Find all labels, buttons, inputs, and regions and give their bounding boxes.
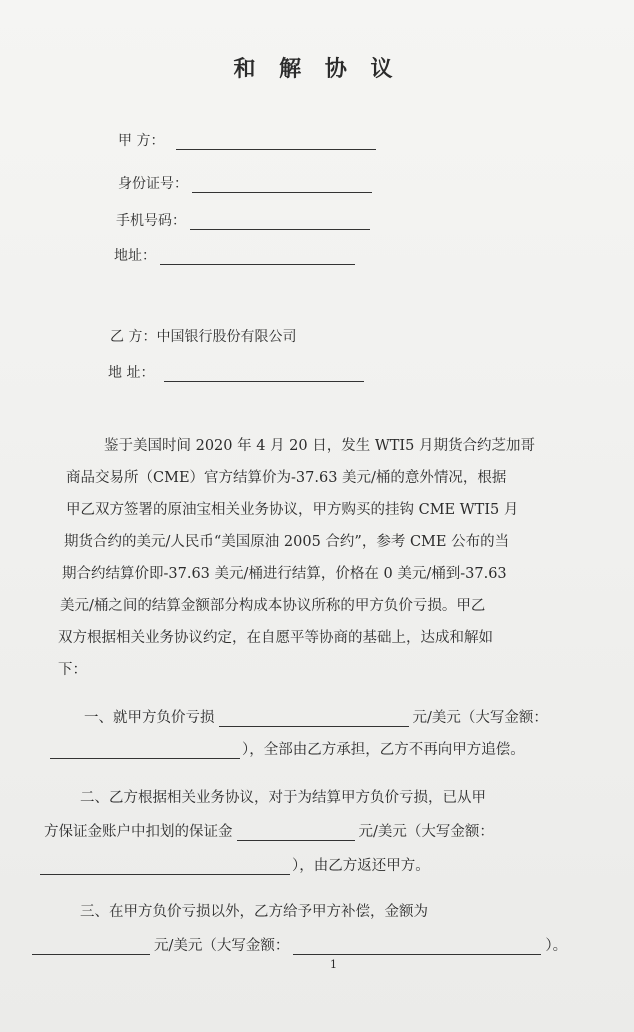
- party-a-label: 甲 方：: [118, 133, 165, 149]
- clause-3-tail-text: ）。: [545, 938, 568, 954]
- id-number-blank[interactable]: [192, 178, 372, 193]
- document-title: 和 解 协 议: [233, 56, 401, 82]
- clause-3-words-blank[interactable]: [293, 940, 541, 955]
- clause-3-amount-blank[interactable]: [32, 940, 150, 955]
- party-a-blank[interactable]: [176, 135, 376, 150]
- clause-1-unit-text: 元/美元（大写金额：: [412, 710, 548, 726]
- preamble-line: 商品交易所（CME）官方结算价为-37.63 美元/桶的意外情况，根据: [66, 470, 507, 486]
- clause-2-tail-text: ），由乙方返还甲方。: [292, 858, 430, 874]
- clause-1-amount-blank[interactable]: [219, 712, 409, 727]
- party-a-field: [118, 130, 376, 150]
- party-a-address-label: 地址：: [114, 248, 156, 264]
- id-number-label: 身份证号：: [118, 176, 188, 192]
- clause-2-line-3: [40, 854, 430, 875]
- phone-label: 手机号码：: [116, 213, 186, 229]
- clause-3-unit-text: 元/美元（大写金额：: [154, 938, 290, 954]
- clause-1-text: 一、就甲方负价亏损: [84, 710, 215, 726]
- preamble-line: 甲乙双方签署的原油宝相关业务协议，甲方购买的挂钩 CME WTI5 月: [66, 502, 519, 518]
- page-number: 1: [330, 958, 337, 971]
- clause-1-tail-text: ），全部由乙方承担，乙方不再向甲方追偿。: [242, 742, 525, 758]
- preamble-line: 美元/桶之间的结算金额部分构成本协议所称的甲方负价亏损。甲乙: [60, 598, 486, 614]
- party-a-address-field: [114, 245, 355, 265]
- preamble-line: 期货合约的美元/人民币“美国原油 2005 合约”，参考 CME 公布的当: [64, 534, 510, 550]
- preamble-line: 期合约结算价即-37.63 美元/桶进行结算，价格在 0 美元/桶到-37.63: [62, 566, 507, 582]
- clause-1-words-blank[interactable]: [50, 744, 240, 759]
- clause-3-line-1: 三、在甲方负价亏损以外，乙方给予甲方补偿，金额为: [80, 904, 428, 920]
- party-a-address-blank[interactable]: [160, 250, 355, 265]
- clause-2-amount-blank[interactable]: [237, 826, 355, 841]
- clause-1-line-1: [84, 706, 548, 727]
- clause-2-line-1: 二、乙方根据相关业务协议，对于为结算甲方负价亏损，已从甲: [80, 790, 486, 806]
- party-b-address-label: 地 址：: [108, 365, 155, 381]
- preamble-line: 双方根据相关业务协议约定，在自愿平等协商的基础上，达成和解如: [58, 630, 493, 646]
- clause-2-words-blank[interactable]: [40, 860, 290, 875]
- phone-field: [116, 210, 370, 230]
- clause-3-line-2: [32, 934, 567, 955]
- clause-2-unit-text: 元/美元（大写金额：: [358, 824, 494, 840]
- id-number-field: [118, 173, 372, 193]
- party-b-label: 乙 方：: [110, 329, 157, 345]
- clause-2-line-2: [44, 820, 494, 841]
- party-b-address-field: [108, 362, 364, 382]
- party-b-name: 中国银行股份有限公司: [156, 329, 297, 345]
- clause-2-text: 方保证金账户中扣划的保证金: [44, 824, 233, 840]
- phone-blank[interactable]: [190, 215, 370, 230]
- party-b-field: [110, 326, 296, 346]
- preamble-line: 鉴于美国时间 2020 年 4 月 20 日，发生 WTI5 月期货合约芝加哥: [104, 438, 535, 454]
- party-b-address-blank[interactable]: [164, 367, 364, 382]
- clause-1-line-2: [50, 738, 525, 759]
- preamble-line: 下：: [58, 662, 87, 678]
